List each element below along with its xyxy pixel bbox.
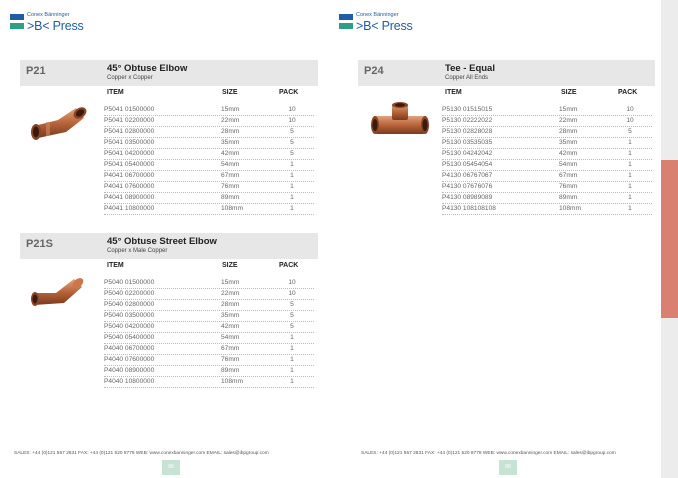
item-size: 76mm — [559, 183, 578, 190]
logo-bar-green — [10, 23, 24, 29]
product-code: P24 — [364, 65, 384, 77]
item-pack: 5 — [290, 323, 294, 330]
footer-contact: SALES: +44 (0)121 557 2831 FAX: +44 (0)121 520 8778 WEB: www.conexbanninger.com EMAIL: sales@ibpgroup.com — [14, 451, 269, 456]
logo-bar-blue — [10, 14, 24, 20]
brand-logo — [10, 12, 84, 36]
item-code: P4040 06700000 — [104, 345, 155, 352]
item-size: 42mm — [559, 150, 578, 157]
item-code: P5130 01515015 — [442, 106, 493, 113]
item-size: 54mm — [559, 161, 578, 168]
street-elbow-image — [28, 273, 92, 319]
table-row — [442, 127, 652, 138]
item-pack: 1 — [290, 378, 294, 385]
table-row — [442, 105, 652, 116]
table-row — [104, 355, 314, 366]
item-size: 108mm — [221, 205, 243, 212]
item-code: P4041 08900000 — [104, 194, 155, 201]
item-code: P4130 06767067 — [442, 172, 493, 179]
item-pack: 1 — [628, 205, 632, 212]
item-pack: 1 — [290, 367, 294, 374]
item-code: P4040 10800000 — [104, 378, 155, 385]
table-row — [104, 116, 314, 127]
equal-tee-image — [368, 100, 432, 146]
section-header — [20, 233, 318, 259]
item-size: 67mm — [221, 172, 240, 179]
item-code: P5130 04242042 — [442, 150, 493, 157]
item-code: P5130 05454054 — [442, 161, 493, 168]
catalogue-page-right — [339, 0, 661, 478]
table-row — [442, 193, 652, 204]
item-size: 54mm — [221, 334, 240, 341]
product-section-p21s — [20, 233, 318, 393]
product-title: Tee - Equal — [445, 63, 495, 74]
item-size: 15mm — [221, 106, 240, 113]
item-pack: 5 — [290, 128, 294, 135]
product-code: P21S — [26, 238, 53, 250]
item-size: 28mm — [221, 301, 240, 308]
section-tab-marker — [661, 160, 678, 318]
item-size: 89mm — [559, 194, 578, 201]
table-row — [104, 149, 314, 160]
page-number: 88 — [162, 460, 180, 475]
logo-company-name: Conex Bänninger — [27, 12, 70, 18]
item-size: 54mm — [221, 161, 240, 168]
table-row — [442, 171, 652, 182]
product-code: P21 — [26, 65, 46, 77]
table-row — [104, 193, 314, 204]
item-size: 35mm — [221, 139, 240, 146]
column-header-pack: PACK — [279, 89, 299, 96]
product-section-p24 — [358, 60, 655, 220]
item-code: P5041 03500000 — [104, 139, 155, 146]
item-pack: 1 — [628, 172, 632, 179]
table-row — [104, 127, 314, 138]
logo-bar-blue — [339, 14, 353, 20]
item-code: P5040 02200000 — [104, 290, 155, 297]
item-pack: 10 — [288, 290, 296, 297]
item-code: P5130 02222022 — [442, 117, 493, 124]
table-row — [104, 333, 314, 344]
logo-product-line: >B< Press — [27, 19, 84, 33]
table-row — [442, 116, 652, 127]
item-code: P4130 07676076 — [442, 183, 493, 190]
table-row — [104, 289, 314, 300]
product-subtitle: Copper x Male Copper — [107, 248, 168, 254]
item-code: P5040 03500000 — [104, 312, 155, 319]
column-header-item: ITEM — [107, 262, 124, 269]
table-row — [442, 182, 652, 193]
item-size: 15mm — [221, 279, 240, 286]
item-pack: 5 — [290, 139, 294, 146]
item-size: 108mm — [559, 205, 581, 212]
item-pack: 10 — [288, 117, 296, 124]
item-code: P5041 05400000 — [104, 161, 155, 168]
item-pack: 1 — [290, 334, 294, 341]
column-header-item: ITEM — [107, 89, 124, 96]
item-size: 42mm — [221, 150, 240, 157]
item-code: P5041 02200000 — [104, 117, 155, 124]
item-size: 22mm — [221, 290, 240, 297]
item-pack: 1 — [290, 356, 294, 363]
item-pack: 1 — [290, 161, 294, 168]
item-code: P4041 07600000 — [104, 183, 155, 190]
table-row — [104, 322, 314, 333]
column-header-size: SIZE — [561, 89, 577, 96]
table-row — [104, 300, 314, 311]
item-code: P5040 02800000 — [104, 301, 155, 308]
item-pack: 1 — [290, 345, 294, 352]
table-row — [104, 160, 314, 171]
item-pack: 10 — [288, 279, 296, 286]
item-size: 76mm — [221, 356, 240, 363]
item-size: 67mm — [559, 172, 578, 179]
product-section-p21 — [20, 60, 318, 220]
column-header-pack: PACK — [279, 262, 299, 269]
item-pack: 10 — [626, 117, 634, 124]
item-pack: 1 — [628, 139, 632, 146]
logo-company-name: Conex Bänninger — [356, 12, 399, 18]
item-size: 28mm — [221, 128, 240, 135]
product-title: 45° Obtuse Street Elbow — [107, 236, 217, 247]
column-header-item: ITEM — [445, 89, 462, 96]
item-size: 42mm — [221, 323, 240, 330]
item-size: 67mm — [221, 345, 240, 352]
item-pack: 5 — [290, 312, 294, 319]
item-size: 89mm — [221, 194, 240, 201]
item-pack: 5 — [628, 128, 632, 135]
item-size: 89mm — [221, 367, 240, 374]
section-header — [358, 60, 655, 86]
item-pack: 1 — [628, 150, 632, 157]
section-header — [20, 60, 318, 86]
table-row — [104, 171, 314, 182]
item-size: 15mm — [559, 106, 578, 113]
table-row — [104, 366, 314, 377]
item-code: P4040 07600000 — [104, 356, 155, 363]
item-size: 35mm — [221, 312, 240, 319]
column-header-pack: PACK — [618, 89, 638, 96]
column-header-size: SIZE — [222, 89, 238, 96]
item-size: 22mm — [221, 117, 240, 124]
item-size: 108mm — [221, 378, 243, 385]
item-pack: 1 — [628, 194, 632, 201]
logo-product-line: >B< Press — [356, 19, 413, 33]
table-row — [104, 105, 314, 116]
table-row — [104, 138, 314, 149]
item-code: P5041 04200000 — [104, 150, 155, 157]
item-size: 76mm — [221, 183, 240, 190]
item-pack: 1 — [290, 205, 294, 212]
brand-logo — [339, 12, 413, 36]
item-pack: 1 — [290, 194, 294, 201]
item-code: P5040 01500000 — [104, 279, 155, 286]
table-row — [104, 182, 314, 193]
item-pack: 1 — [290, 172, 294, 179]
item-code: P4040 08900000 — [104, 367, 155, 374]
item-pack: 5 — [290, 301, 294, 308]
item-pack: 1 — [628, 183, 632, 190]
item-pack: 5 — [290, 150, 294, 157]
table-row — [104, 311, 314, 322]
item-code: P5041 01500000 — [104, 106, 155, 113]
item-code: P4041 10800000 — [104, 205, 155, 212]
logo-bar-green — [339, 23, 353, 29]
table-row — [442, 204, 652, 215]
footer-contact: SALES: +44 (0)121 557 2831 FAX: +44 (0)121 520 8778 WEB: www.conexbanninger.com EMAIL: sales@ibpgroup.com — [361, 451, 616, 456]
table-row — [104, 377, 314, 388]
item-size: 35mm — [559, 139, 578, 146]
item-pack: 1 — [628, 161, 632, 168]
table-row — [442, 138, 652, 149]
product-subtitle: Copper All Ends — [445, 75, 489, 81]
column-header-size: SIZE — [222, 262, 238, 269]
item-code: P5130 03535035 — [442, 139, 493, 146]
table-row — [104, 204, 314, 215]
table-row — [104, 344, 314, 355]
item-pack: 10 — [288, 106, 296, 113]
item-code: P4130 108108108 — [442, 205, 496, 212]
item-pack: 1 — [290, 183, 294, 190]
item-code: P5040 05400000 — [104, 334, 155, 341]
product-title: 45° Obtuse Elbow — [107, 63, 188, 74]
table-row — [104, 278, 314, 289]
item-size: 22mm — [559, 117, 578, 124]
item-code: P5041 02800000 — [104, 128, 155, 135]
item-size: 28mm — [559, 128, 578, 135]
product-subtitle: Copper x Copper — [107, 75, 153, 81]
obtuse-elbow-image — [28, 100, 92, 146]
item-code: P4041 06700000 — [104, 172, 155, 179]
item-code: P4130 08989089 — [442, 194, 493, 201]
table-row — [442, 149, 652, 160]
page-number: 89 — [499, 460, 517, 475]
item-code: P5130 02828028 — [442, 128, 493, 135]
item-code: P5040 04200000 — [104, 323, 155, 330]
table-row — [442, 160, 652, 171]
item-pack: 10 — [626, 106, 634, 113]
